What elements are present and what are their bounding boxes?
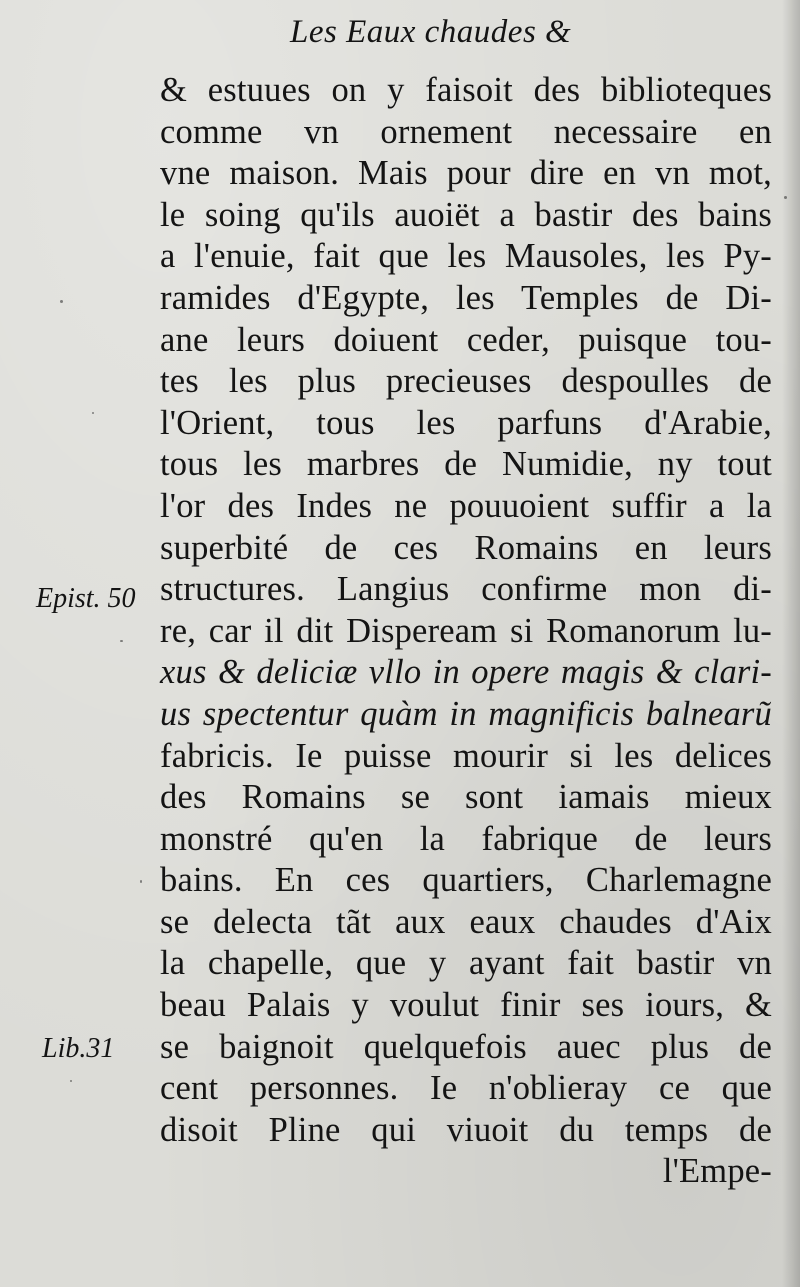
ink-speck [140,880,142,883]
text-line: ane leurs doiuent ceder, puisque tou- [160,320,772,359]
text-line: l'or des Indes ne pouuoient suffir a la [160,486,772,525]
text-line: se baignoit quelquefois auec plus de [160,1027,772,1066]
text-line: tous les marbres de Numidie, ny tout [160,445,772,484]
text-line: superbité de ces Romains en leurs [160,528,772,567]
ink-speck [60,300,63,303]
text-line: monstré qu'en la fabrique de leurs [160,819,772,858]
text-line: re, car il dit Dispeream si Romanorum lu- [160,611,772,650]
text-line: la chapelle, que y ayant fait bastir vn [160,944,772,983]
margin-note-epist: Epist. 50 [36,583,136,614]
text-line: tes les plus precieuses despoulles de [160,362,772,401]
text-line: ramides d'Egypte, les Temples de Di- [160,278,772,317]
text-line: a l'enuie, fait que les Mausoles, les Py- [160,237,772,276]
text-line: le soing qu'ils auoiët a bastir des bains [160,195,772,234]
catchword-line: l'Empe- [662,1152,772,1191]
text-line: des Romains se sont iamais mieux [160,778,772,817]
ink-speck [120,640,123,642]
text-line: & estuues on y faisoit des biblioteques [160,71,772,109]
text-line-italic: xus & deliciæ vllo in opere magis & clari- [160,653,772,692]
text-line: beau Palais y voulut finir ses iours, & [160,986,772,1025]
text-line: l'Orient, tous les parfuns d'Arabie, [160,403,772,442]
page-edge-shadow [782,0,800,1287]
text-line: comme vn ornement necessaire en [160,112,772,151]
text-line: vne maison. Mais pour dire en vn mot, [160,154,772,193]
ink-speck [70,1080,72,1082]
running-head: Les Eaux chaudes & [290,14,572,50]
text-line: structures. Langius confirme mon di- [160,570,772,609]
ink-speck [92,412,94,414]
ink-speck [784,196,787,199]
text-line: cent personnes. Ie n'oblieray ce que [160,1069,772,1108]
text-line: bains. En ces quartiers, Charlemagne [160,861,772,900]
body-text [160,70,772,1193]
text-line: se delecta tãt aux eaux chaudes d'Aix [160,902,772,941]
text-line: disoit Pline qui viuoit du temps de [160,1110,772,1149]
text-line-italic: us spectentur quàm in magnificis balnearũ [160,694,772,733]
text-line: fabricis. Ie puisse mourir si les delices [160,736,772,775]
margin-note-lib: Lib.31 [42,1033,115,1064]
